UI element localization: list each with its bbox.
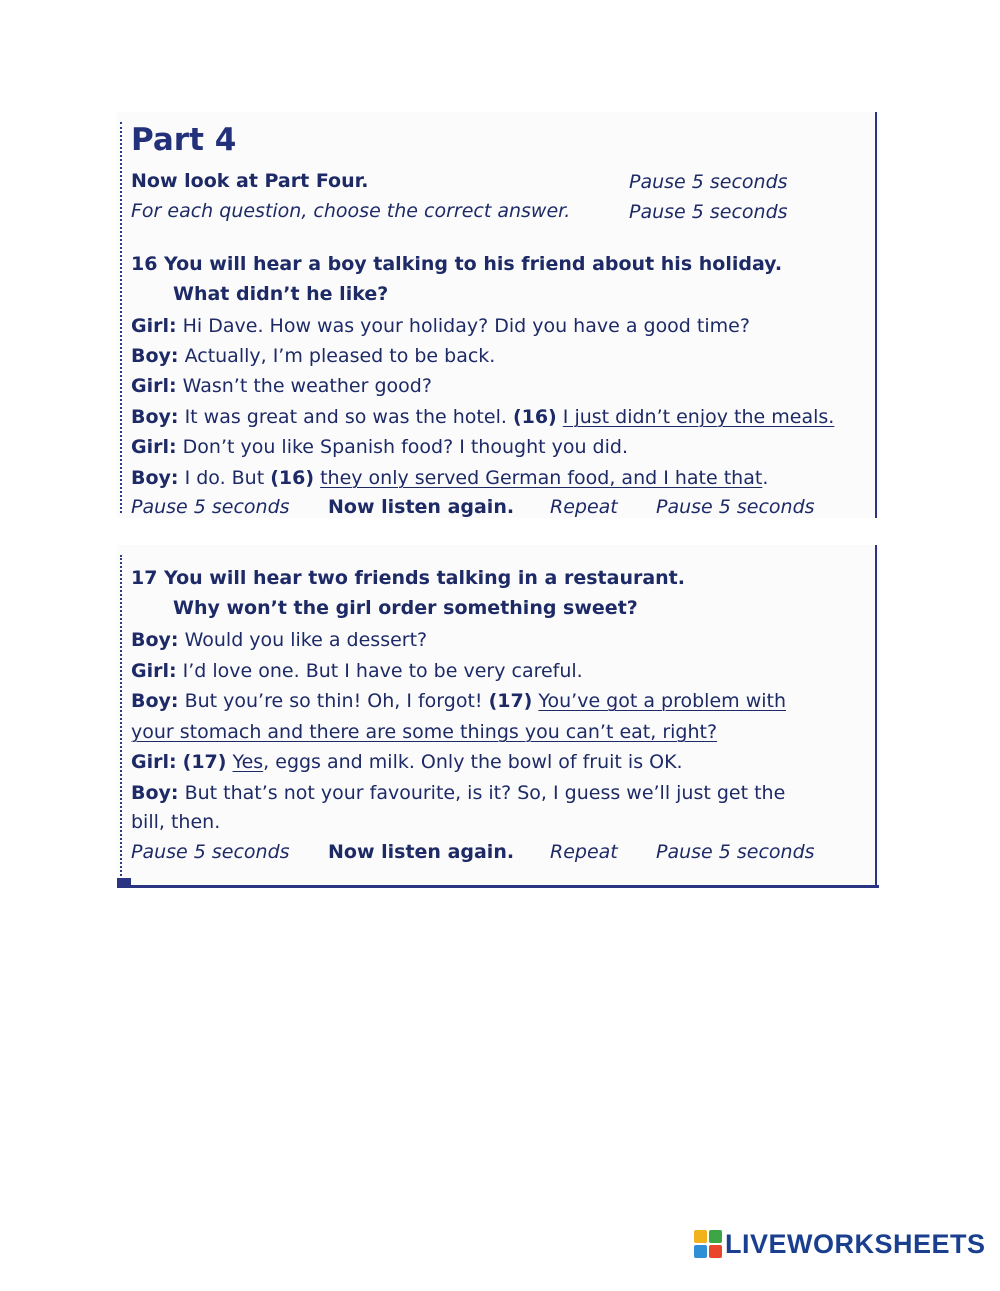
answer-marker: (16): [270, 467, 315, 489]
footer-repeat: Repeat: [550, 841, 618, 863]
q16-heading-line2: What didn’t he like?: [173, 283, 389, 305]
speaker: Boy:: [131, 690, 179, 712]
dialogue-tail: , eggs and milk. Only the bowl of fruit is OK.: [263, 751, 683, 773]
footer-listen-again: Now listen again.: [328, 496, 515, 518]
q16-dialogue-line: [131, 434, 628, 460]
q16-dialogue-line: [131, 313, 750, 339]
q16-dialogue-line: [131, 404, 834, 430]
worksheet-scan-part4-q16: [117, 112, 879, 518]
q17-dialogue-line: [131, 780, 785, 806]
answer-underlined: your stomach and there are some things you can’t eat, right?: [131, 721, 718, 743]
speaker: Girl:: [131, 436, 177, 458]
footer-pause: Pause 5 seconds: [656, 496, 815, 518]
intro-line-2: For each question, choose the correct answer.: [131, 200, 571, 222]
liveworksheets-logo[interactable]: [694, 1226, 986, 1262]
dialogue-text: But you’re so thin! Oh, I forgot!: [184, 690, 483, 712]
answer-underlined: I just didn’t enjoy the meals.: [562, 406, 835, 428]
dialogue-text: Actually, I’m pleased to be back.: [184, 345, 496, 367]
q17-dialogue-line: [131, 688, 786, 714]
footer-pause: Pause 5 seconds: [131, 841, 290, 863]
dialogue-text: Hi Dave. How was your holiday? Did you have a good time?: [182, 315, 750, 337]
logo-wordmark: LIVEWORKSHEETS: [725, 1228, 986, 1259]
speaker: Boy:: [131, 406, 179, 428]
footer-pause: Pause 5 seconds: [131, 496, 290, 518]
q16-dialogue-line: [131, 465, 768, 491]
right-border: [875, 112, 877, 518]
logo-square: [694, 1230, 707, 1243]
speaker: Boy:: [131, 345, 179, 367]
q17-dialogue-line: [131, 719, 717, 745]
q17-dialogue-line: [131, 627, 427, 653]
worksheet-scan-q17: [117, 545, 879, 888]
dotted-margin: [120, 555, 122, 883]
answer-underlined: they only served German food, and I hate that: [320, 467, 763, 489]
logo-grid-icon: [694, 1230, 722, 1258]
speaker: Boy:: [131, 467, 179, 489]
logo-square: [694, 1245, 707, 1258]
logo-square: [709, 1230, 722, 1243]
dialogue-tail: .: [762, 467, 769, 489]
speaker: Girl:: [131, 375, 177, 397]
q17-dialogue-line: [131, 749, 683, 775]
answer-marker: (16): [512, 406, 557, 428]
answer-underlined: You’ve got a problem with: [538, 690, 787, 712]
q17-heading-line2: Why won’t the girl order something sweet?: [173, 597, 638, 619]
speaker: Girl:: [131, 315, 177, 337]
dialogue-text: It was great and so was the hotel.: [184, 406, 507, 428]
q16-dialogue-line: [131, 373, 432, 399]
answer-marker: (17): [488, 690, 533, 712]
q16-dialogue-line: [131, 343, 495, 369]
logo-square: [709, 1245, 722, 1258]
intro-line-1: Now look at Part Four.: [131, 170, 369, 192]
speaker: Girl:: [131, 751, 177, 773]
intro-pause-1: Pause 5 seconds: [629, 171, 788, 193]
part-title: Part 4: [131, 122, 237, 158]
speaker: Girl:: [131, 660, 177, 682]
answer-underlined: Yes: [232, 751, 264, 773]
q17-dialogue-line: [131, 809, 220, 835]
dialogue-text: bill, then.: [131, 811, 221, 833]
dialogue-text: Don’t you like Spanish food? I thought you did.: [182, 436, 628, 458]
speaker: Boy:: [131, 629, 179, 651]
dialogue-text: Would you like a dessert?: [184, 629, 428, 651]
dotted-margin: [120, 122, 122, 513]
dialogue-text: But that’s not your favourite, is it? So, I guess we’ll just get the: [184, 782, 786, 804]
footer-pause: Pause 5 seconds: [656, 841, 815, 863]
footer-listen-again: Now listen again.: [328, 841, 515, 863]
dialogue-text: Wasn’t the weather good?: [182, 375, 432, 397]
right-border: [875, 545, 877, 888]
q16-heading-line1: 16 You will hear a boy talking to his friend about his holiday.: [131, 253, 783, 275]
answer-marker: (17): [182, 751, 227, 773]
intro-pause-2: Pause 5 seconds: [629, 201, 788, 223]
corner-mark: [117, 878, 131, 888]
q17-dialogue-line: [131, 658, 583, 684]
dialogue-text: I’d love one. But I have to be very careful.: [182, 660, 583, 682]
speaker: Boy:: [131, 782, 179, 804]
footer-repeat: Repeat: [550, 496, 618, 518]
dialogue-text: I do. But: [184, 467, 265, 489]
q17-heading-line1: 17 You will hear two friends talking in a restaurant.: [131, 567, 685, 589]
bottom-border: [117, 885, 879, 888]
